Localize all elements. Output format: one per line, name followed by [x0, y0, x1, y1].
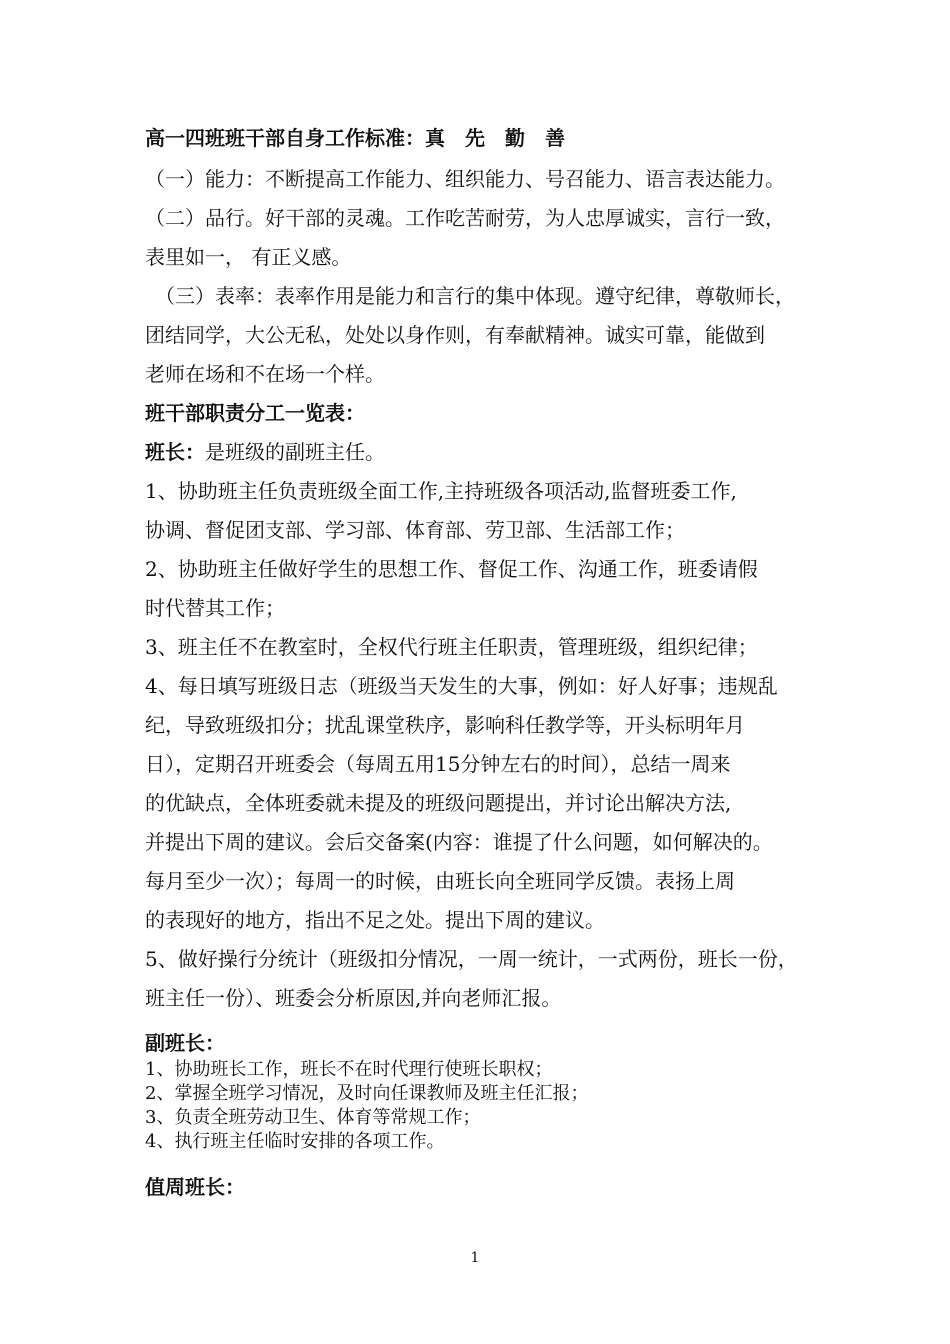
title-motto: 真 先 勤 善 [425, 126, 565, 150]
standard-example-line2: 团结同学，大公无私，处处以身作则，有奉献精神。诚实可靠，能做到 [145, 323, 765, 347]
monitor-duty-line: 日），定期召开班委会（每周五用15分钟左右的时间），总结一周来 [145, 752, 731, 776]
monitor-duty-line: 纪，导致班级扣分；扰乱课堂秩序，影响科任教学等，开头标明年月 [145, 713, 745, 737]
monitor-duty-line: 每月至少一次）；每周一的时候，由班长向全班同学反馈。表扬上周 [145, 869, 735, 893]
monitor-label: 班长： [145, 440, 205, 464]
monitor-duty-line: 协调、督促团支部、学习部、体育部、劳卫部、生活部工作； [145, 518, 685, 542]
document-page [145, 116, 817, 1202]
monitor-duty-line: 时代替其工作； [145, 596, 285, 620]
vice-monitor-duty-line: 3、负责全班劳动卫生、体育等常规工作； [145, 1107, 481, 1128]
vice-monitor-duty-line: 2、掌握全班学习情况，及时向任课教师及班主任汇报； [145, 1083, 589, 1104]
vice-monitor-duty-line: 1、协助班长工作，班长不在时代理行使班长职权； [145, 1059, 553, 1080]
monitor-duty-line: 1、协助班主任负责班级全面工作,主持班级各项活动,监督班委工作, [145, 479, 737, 503]
duty-table-heading: 班干部职责分工一览表： [145, 401, 365, 425]
document-title [145, 116, 817, 160]
monitor-duty-line: 的表现好的地方，指出不足之处。提出下周的建议。 [145, 908, 605, 932]
standard-conduct-line2: 表里如一， 有正义感。 [145, 245, 352, 269]
page-number: 1 [470, 1250, 480, 1266]
standard-conduct-line1: （二）品行。好干部的灵魂。工作吃苦耐劳，为人忠厚诚实，言行一致， [145, 206, 785, 230]
monitor-duty-line: 的优缺点，全体班委就未提及的班级问题提出，并讨论出解决方法, [145, 791, 732, 815]
monitor-duty-line: 2、协助班主任做好学生的思想工作、督促工作、沟通工作，班委请假 [145, 557, 758, 581]
vice-monitor-label: 副班长： [145, 1031, 225, 1055]
standard-example-line3: 老师在场和不在场一个样。 [145, 362, 385, 386]
monitor-heading [145, 433, 817, 472]
standard-ability: （一）能力：不断提高工作能力、组织能力、号召能力、语言表达能力。 [145, 167, 785, 191]
standard-example-line1: （三）表率：表率作用是能力和言行的集中体现。遵守纪律，尊敬师长， [155, 284, 795, 308]
monitor-duty-line: 4、每日填写班级日志（班级当天发生的大事，例如：好人好事；违规乱 [145, 674, 778, 698]
vice-monitor-duty-line: 4、执行班主任临时安排的各项工作。 [145, 1131, 445, 1152]
monitor-duty-line: 3、班主任不在教室时，全权代行班主任职责，管理班级，组织纪律； [145, 635, 758, 659]
duty-monitor-label: 值周班长： [145, 1175, 245, 1199]
monitor-desc: 是班级的副班主任。 [205, 440, 385, 464]
monitor-duty-line: 5、做好操行分统计（班级扣分情况，一周一统计，一式两份，班长一份， [145, 947, 798, 971]
monitor-duty-line: 并提出下周的建议。会后交备案(内容：谁提了什么问题，如何解决的。 [145, 830, 773, 854]
title-text: 高一四班班干部自身工作标准： [145, 126, 425, 150]
monitor-duty-line: 班主任一份）、班委会分析原因,并向老师汇报。 [145, 986, 562, 1010]
